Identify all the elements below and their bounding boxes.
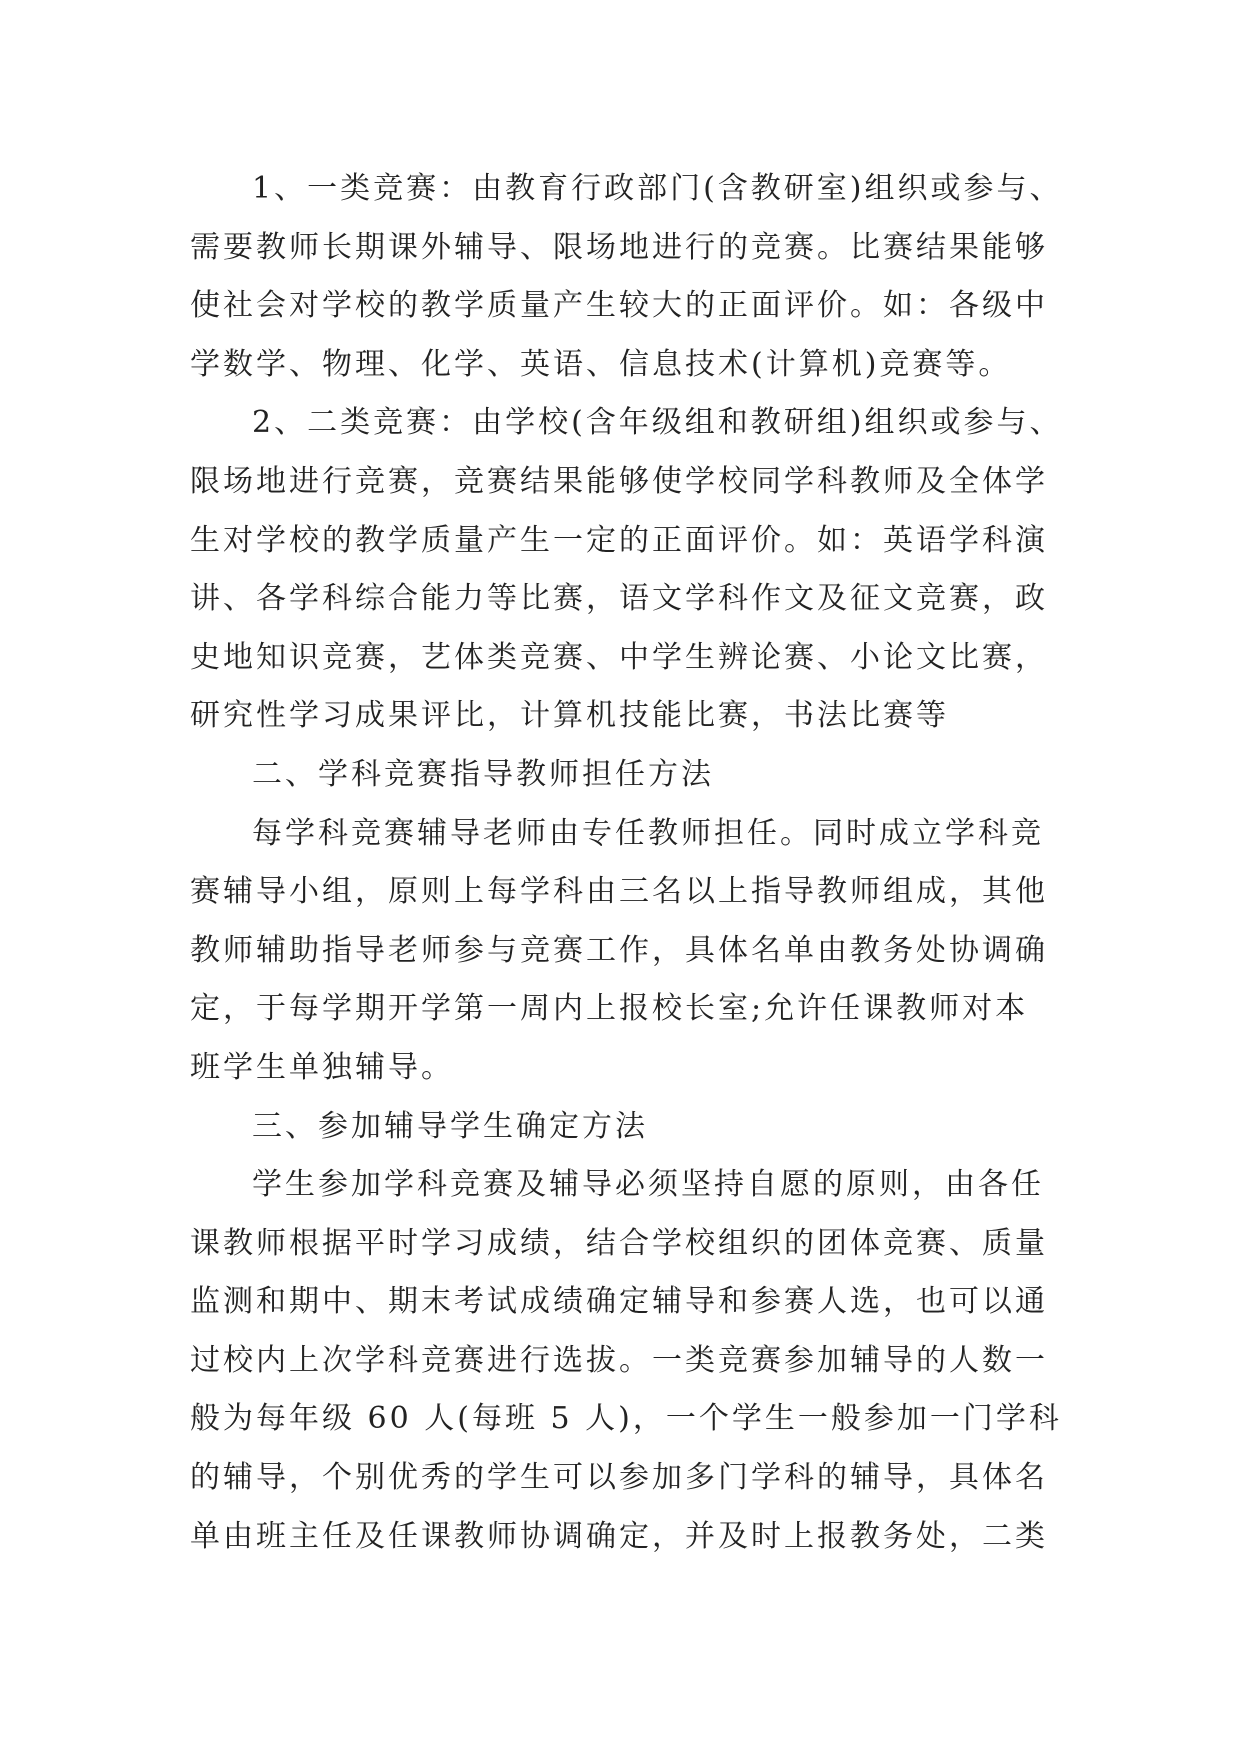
text-line: 教师辅助指导老师参与竞赛工作，具体名单由教务处协调确 xyxy=(190,932,1048,968)
text-line: 研究性学习成果评比，计算机技能比赛，书法比赛等 xyxy=(190,698,949,734)
text-line: 般为每年级 60 人(每班 5 人)，一个学生一般参加一门学科 xyxy=(190,1401,1062,1437)
text-line: 学生参加学科竞赛及辅导必须坚持自愿的原则，由各任 xyxy=(252,1167,1044,1203)
section-heading-student-selection xyxy=(190,1098,1060,1157)
text-line: 史地知识竞赛，艺体类竞赛、中学生辨论赛、小论文比赛， xyxy=(190,639,1048,675)
section-heading: 二、学科竞赛指导教师担任方法 xyxy=(252,756,714,792)
text-line: 2、二类竞赛：由学校(含年级组和教研组)组织或参与、 xyxy=(252,405,1063,441)
text-line: 1、一类竞赛：由教育行政部门(含教研室)组织或参与、 xyxy=(252,171,1063,206)
paragraph-second-class-competition xyxy=(190,394,1063,746)
text-line: 赛辅导小组，原则上每学科由三名以上指导教师组成，其他 xyxy=(190,874,1048,910)
document-body xyxy=(190,160,1063,1566)
text-line: 定，于每学期开学第一周内上报校长室;允许任课教师对本 xyxy=(190,991,1029,1027)
section-heading: 三、参加辅导学生确定方法 xyxy=(252,1108,648,1144)
text-line: 学数学、物理、化学、英语、信息技术(计算机)竞赛等。 xyxy=(190,346,1012,382)
text-line: 课教师根据平时学习成绩，结合学校组织的团体竞赛、质量 xyxy=(190,1225,1048,1261)
text-line: 单由班主任及任课教师协调确定，并及时上报教务处，二类 xyxy=(190,1518,1048,1554)
text-line: 使社会对学校的教学质量产生较大的正面评价。如：各级中 xyxy=(190,288,1048,324)
text-line: 班学生单独辅导。 xyxy=(190,1049,454,1085)
text-line: 讲、各学科综合能力等比赛，语文学科作文及征文竞赛，政 xyxy=(190,581,1048,617)
text-line: 每学科竞赛辅导老师由专任教师担任。同时成立学科竞 xyxy=(252,815,1044,851)
text-line: 需要教师长期课外辅导、限场地进行的竞赛。比赛结果能够 xyxy=(190,229,1048,265)
text-line: 的辅导，个别优秀的学生可以参加多门学科的辅导，具体名 xyxy=(190,1460,1048,1496)
paragraph-student-selection xyxy=(190,1156,1060,1566)
paragraph-first-class-competition xyxy=(190,160,1063,394)
text-line: 生对学校的教学质量产生一定的正面评价。如：英语学科演 xyxy=(190,522,1048,558)
text-line: 限场地进行竞赛，竞赛结果能够使学校同学科教师及全体学 xyxy=(190,463,1048,499)
text-line: 过校内上次学科竞赛进行选拔。一类竞赛参加辅导的人数一 xyxy=(190,1342,1048,1378)
text-line: 监测和期中、期末考试成绩确定辅导和参赛人选，也可以通 xyxy=(190,1284,1048,1320)
section-heading-instructor xyxy=(190,746,1060,805)
paragraph-instructor-method xyxy=(190,805,1060,1098)
